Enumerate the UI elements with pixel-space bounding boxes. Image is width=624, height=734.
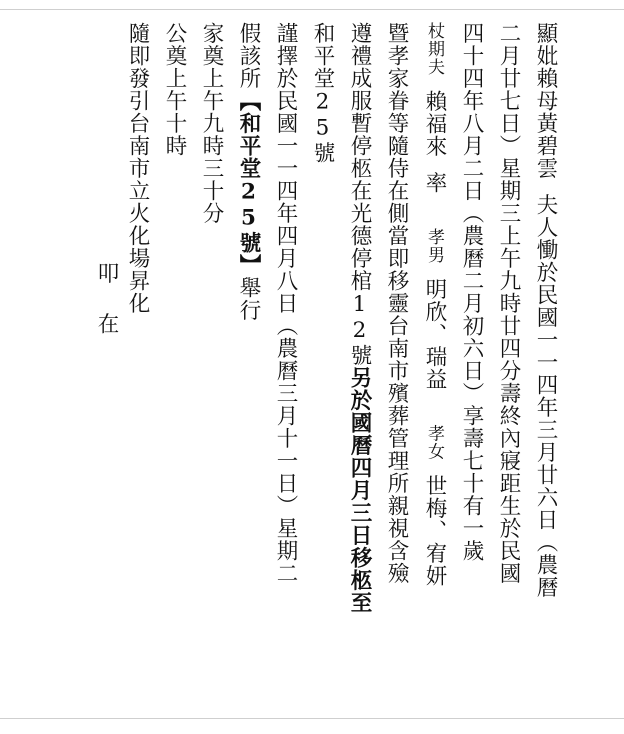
notice-line-3: 四十四年八月二日（農曆二月初六日）享壽七十有一歲: [459, 22, 484, 562]
lead-word: 率: [422, 171, 447, 194]
notice-line-9: [230, 22, 267, 322]
notice-line-7: 和平堂25號: [310, 22, 335, 164]
obituary-notice: [119, 22, 564, 712]
notice-line-5: 暨孝家眷等隨侍在側當即移靈台南市殯葬管理所親視含殮: [384, 22, 409, 585]
daughters-title: 孝女: [424, 424, 444, 461]
bottom-border: [0, 718, 624, 719]
signature-kou: 叩: [94, 262, 119, 285]
venue-name: 【和平堂25號】: [236, 89, 261, 277]
venue-suffix: 舉行: [236, 276, 261, 322]
signature-zai: 在: [94, 312, 119, 335]
sons-title: 孝男: [424, 228, 444, 264]
notice-line-4: [415, 22, 453, 587]
cremation-line: 隨即發引台南市立火化場昇化: [125, 22, 150, 315]
notice-line-1: [527, 22, 564, 599]
death-announcement: 夫人慟於民國一一四年三月廿六日（農曆: [533, 193, 558, 599]
daughters-names: 世梅、宥妍: [422, 474, 447, 587]
public-ceremony-time: 公奠上午十時: [162, 22, 187, 157]
husband-title: 杖期夫: [424, 22, 444, 76]
venue-prefix: 假該所: [236, 22, 261, 90]
sons-names: 明欣、瑞益: [422, 278, 447, 391]
top-border: [0, 9, 624, 10]
notice-line-8: 謹擇於民國一一四年四月八日（農曆三月十一日）星期二: [273, 22, 298, 585]
deceased-name: 顯妣賴母黃碧雲: [533, 22, 558, 180]
notice-line-2: 二月廿七日）星期三上午九時廿四分壽終內寢距生於民國: [496, 22, 521, 585]
family-ceremony-time: 家奠上午九時三十分: [199, 22, 224, 225]
husband-name: 賴福來: [422, 90, 447, 158]
signature-column: [88, 262, 125, 335]
transfer-date: 另於國曆四月三日移柩至: [347, 366, 372, 614]
coffin-location: 遵禮成服暫停柩在光德停棺12號: [347, 22, 372, 367]
notice-line-6: [341, 22, 378, 614]
